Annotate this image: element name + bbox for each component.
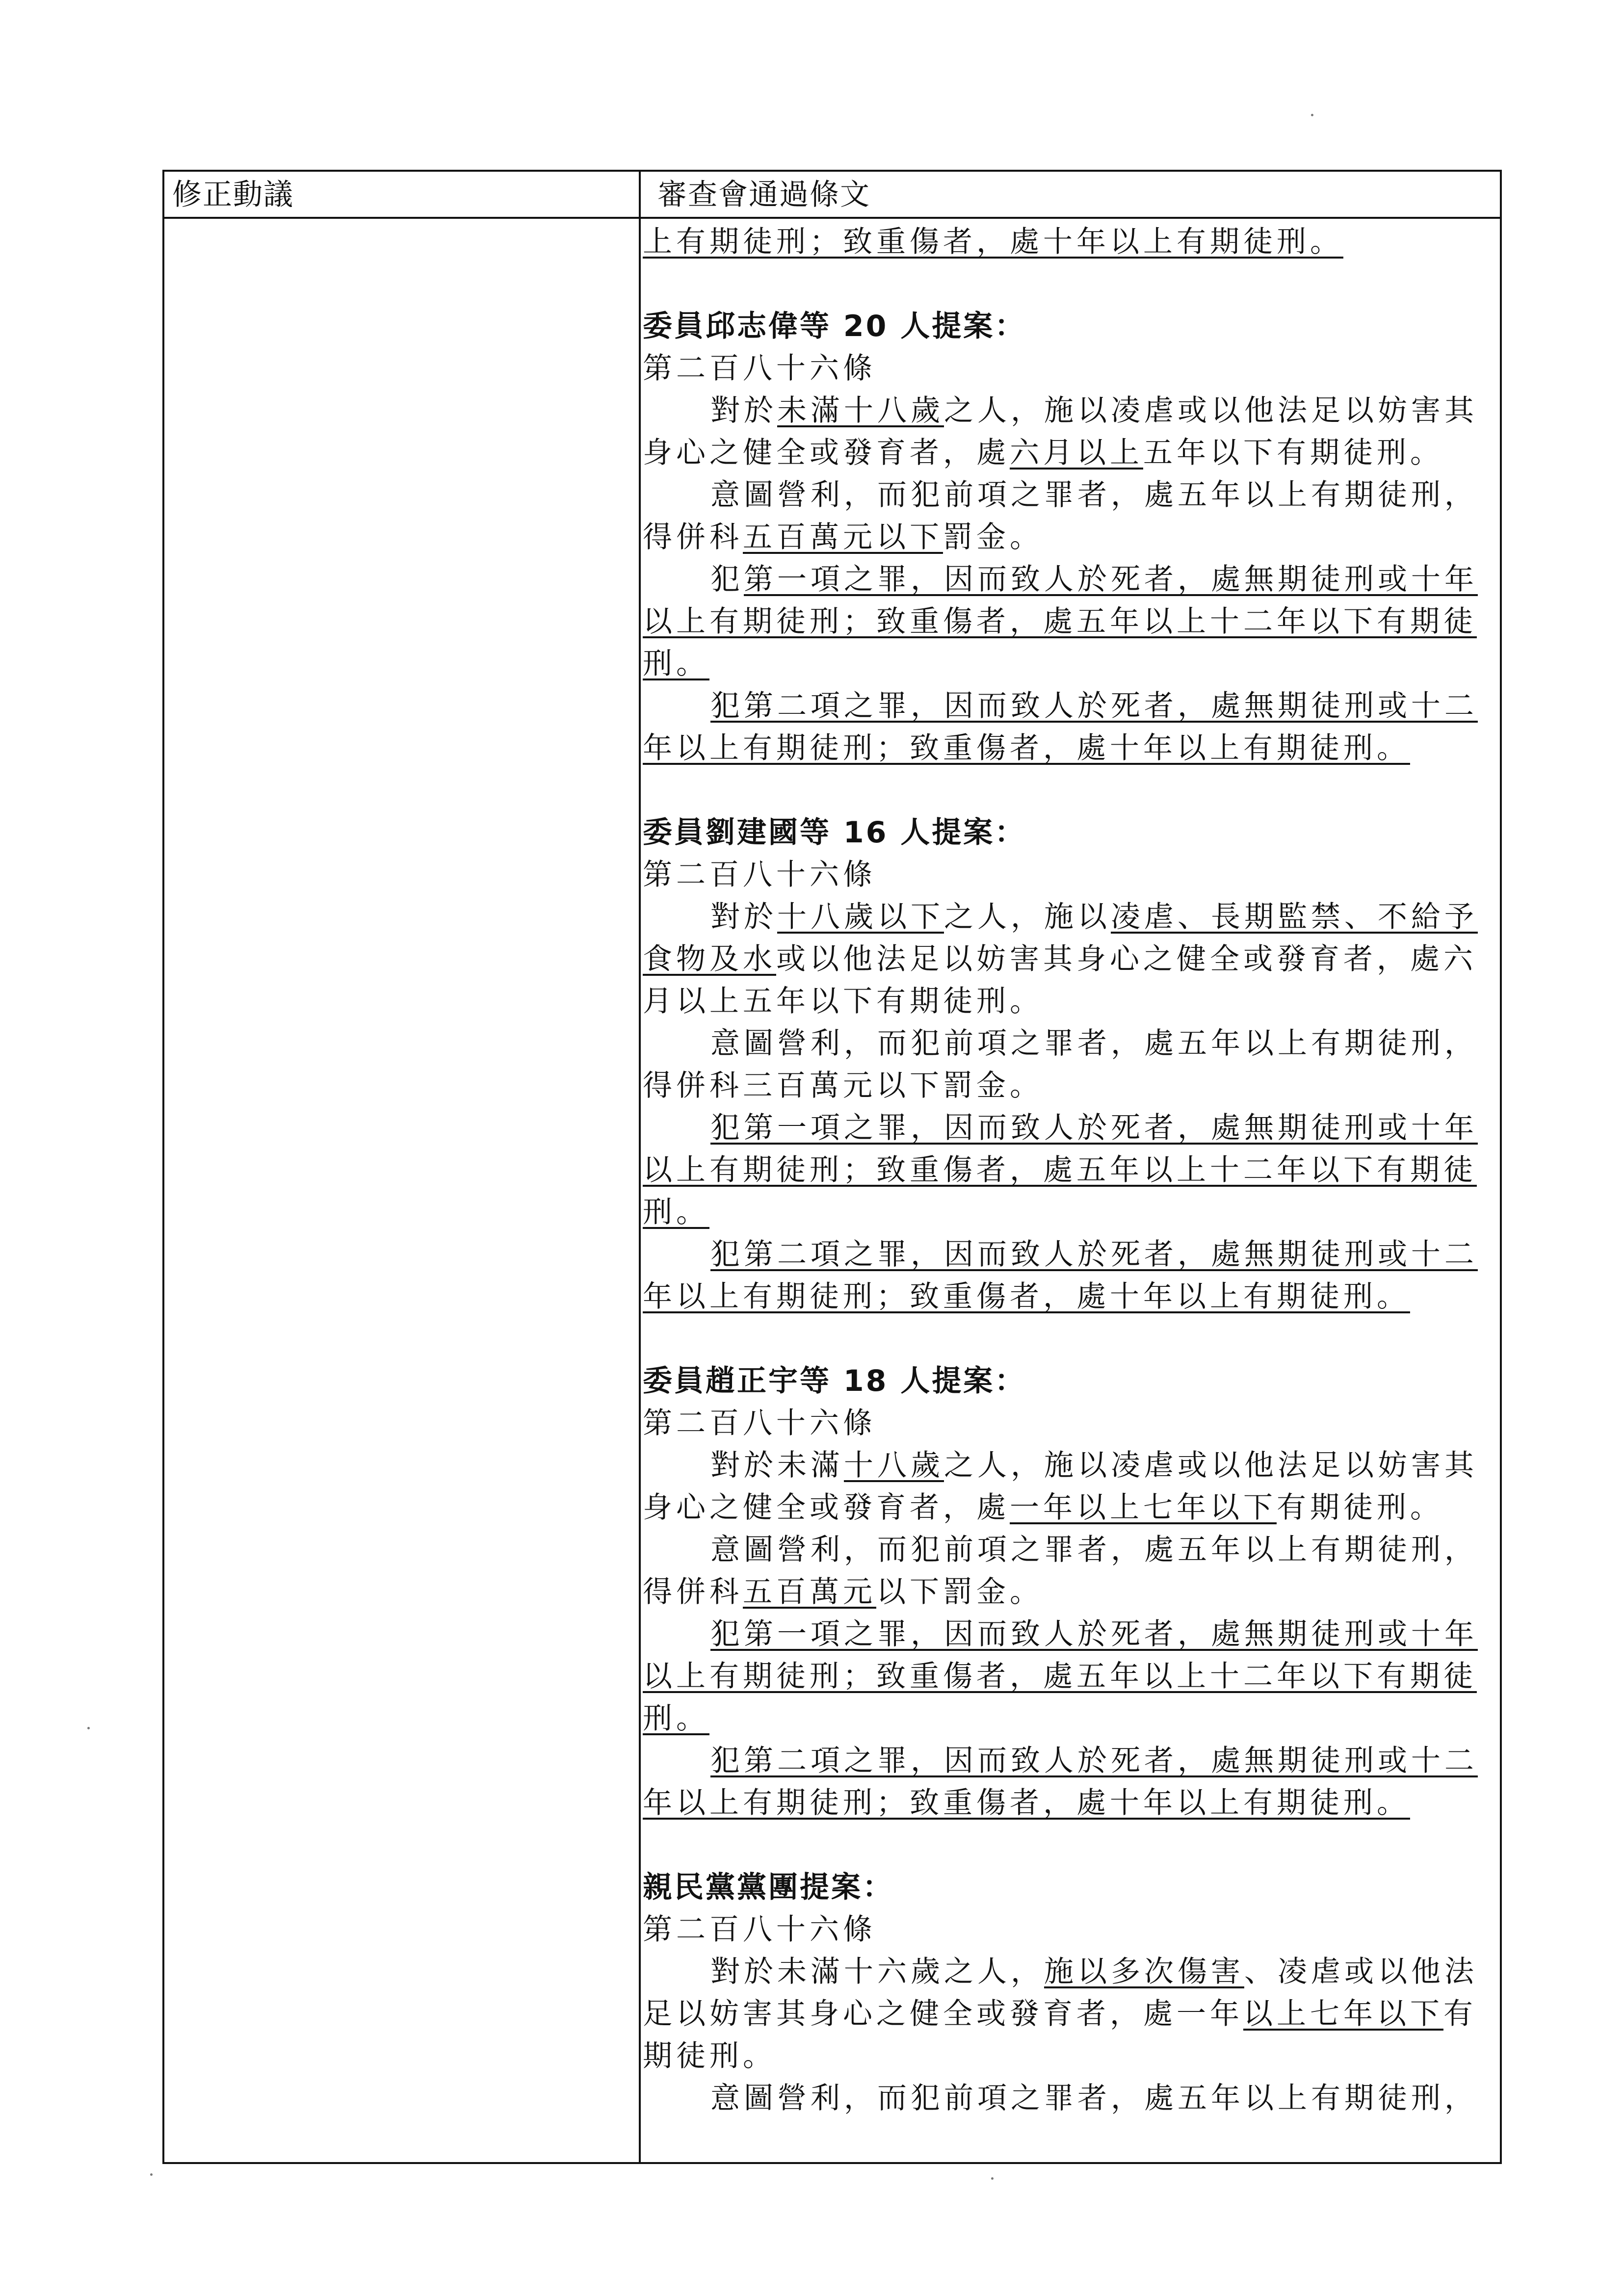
underlined-amendment-text: 刑。 [643,647,709,681]
text-segment: 第二百八十六條 [643,1406,876,1440]
text-line [643,896,1494,938]
underlined-amendment-text: 年以上有期徒刑；致重傷者，處十年以上有期徒刑。 [643,1279,1410,1314]
proposal-heading [643,811,1494,854]
text-line [643,558,1494,600]
underlined-amendment-text: 年以上有期徒刑；致重傷者，處十年以上有期徒刑。 [643,731,1410,765]
text-segment: 身心之健全或發育者，處 [643,436,1010,470]
text-line [643,1022,1494,1065]
text-line [643,1571,1494,1613]
underlined-amendment-text: 五百萬元 [743,1575,876,1609]
text-segment: 委員趙正宇等 18 人提案： [643,1364,1026,1398]
underlined-amendment-text: 上有期徒刑；致重傷者，處十年以上有期徒刑。 [643,225,1343,259]
text-line [643,1402,1494,1444]
underlined-amendment-text: 十八歲 [844,1448,944,1483]
text-segment: 以下罰金。 [876,1575,1043,1609]
text-line [643,221,1494,263]
underlined-amendment-text: 犯第二項之罪，因而致人於死者，處無期徒刑或十二 [710,1744,1478,1778]
text-segment: 有期徒刑。 [1277,1490,1443,1525]
underlined-amendment-text: 刑。 [643,1701,709,1736]
text-line [643,347,1494,390]
comparison-table [162,170,1502,2164]
text-line [643,1276,1494,1318]
text-line [643,854,1494,896]
underlined-amendment-text: 凌虐、長期監禁、不給予 [1111,900,1478,934]
text-segment: 意圖營利，而犯前項之罪者，處五年以上有期徒刑， [710,2081,1478,2115]
underlined-amendment-text: 食物及水 [643,942,776,976]
text-segment: 第二百八十六條 [643,858,876,892]
text-line [643,474,1494,516]
underlined-amendment-text: 以上有期徒刑；致重傷者，處五年以上十二年以下有期徒 [643,1659,1477,1694]
text-line [643,2077,1494,2119]
text-line [643,1951,1494,1993]
text-segment: 對於未滿十六歲之人， [710,1955,1044,1989]
text-line [643,1444,1494,1487]
text-segment: 、凌虐或以他法 [1244,1955,1478,1989]
underlined-amendment-text: 以上有期徒刑；致重傷者，處五年以上十二年以下有期徒 [643,1153,1477,1187]
text-line [643,516,1494,558]
text-line [643,938,1494,980]
text-segment: 五年以下有期徒刑。 [1143,436,1443,470]
text-line [643,1697,1494,1740]
text-segment: 之人，施以 [944,900,1111,934]
text-segment: 身心之健全或發育者，處 [643,1490,1010,1525]
underlined-amendment-text: 施以多次傷害 [1044,1955,1244,1989]
underlined-amendment-text: 刑。 [643,1195,709,1229]
text-segment: 意圖營利，而犯前項之罪者，處五年以上有期徒刑， [710,1026,1478,1061]
approved-text-column [643,221,1494,2119]
underlined-amendment-text: 六月以上 [1010,436,1143,470]
text-segment: 得併科三百萬元以下罰金。 [643,1069,1043,1103]
underlined-amendment-text: 犯第二項之罪，因而致人於死者，處無期徒刑或十二 [710,1237,1478,1272]
text-line [643,1065,1494,1107]
text-segment: 對於未滿 [710,1448,844,1483]
underlined-amendment-text: 一年以上七年以下 [1010,1490,1277,1525]
underlined-amendment-text: 犯第一項之罪，因而致人於死者，處無期徒刑或十年 [710,1617,1478,1651]
text-line [643,1233,1494,1276]
text-segment: 第二百八十六條 [643,351,876,386]
text-segment: 得併科 [643,520,743,554]
text-segment: 之人，施以凌虐或以他法足以妨害其 [944,1448,1478,1483]
scan-speck [87,1727,90,1729]
text-segment: 月以上五年以下有期徒刑。 [643,984,1043,1018]
text-line [643,1993,1494,2035]
paragraph-gap [643,263,1494,305]
proposal-heading [643,1866,1494,1908]
text-line [643,432,1494,474]
text-segment: 之人，施以凌虐或以他法足以妨害其 [944,393,1478,428]
underlined-amendment-text: 五百萬元以下 [743,520,943,554]
underlined-amendment-text: 以上有期徒刑；致重傷者，處五年以上十二年以下有期徒 [643,604,1477,639]
header-amendment-motion: 修正動議 [172,178,294,212]
underlined-amendment-text: 以上七年以下 [1243,1997,1443,2031]
text-line [643,1529,1494,1571]
underlined-amendment-text: 十八歲以下 [777,900,944,934]
text-line [643,1487,1494,1529]
text-segment: 意圖營利，而犯前項之罪者，處五年以上有期徒刑， [710,478,1478,512]
text-line [643,643,1494,685]
proposal-heading [643,1360,1494,1402]
text-line [643,2035,1494,2077]
underlined-amendment-text: 未滿十八歲 [777,393,944,428]
text-line [643,1782,1494,1824]
scan-speck [150,2173,153,2176]
text-line [643,727,1494,769]
text-line [643,1149,1494,1191]
underlined-amendment-text: 第一項之罪，因而致人於死者，處無期徒刑或十年 [744,562,1478,597]
proposal-heading [643,305,1494,347]
text-segment: 親民黨黨團提案： [643,1870,894,1905]
text-segment: 或以他法足以妨害其身心之健全或發育者，處六 [776,942,1477,976]
table-header-row [164,172,1500,219]
underlined-amendment-text: 犯第一項之罪，因而致人於死者，處無期徒刑或十年 [710,1111,1478,1145]
text-line [643,980,1494,1022]
text-line [643,1191,1494,1233]
underlined-amendment-text: 年以上有期徒刑；致重傷者，處十年以上有期徒刑。 [643,1786,1410,1820]
text-line [643,390,1494,432]
text-segment: 意圖營利，而犯前項之罪者，處五年以上有期徒刑， [710,1533,1478,1567]
scan-speck [991,2177,994,2180]
text-segment: 對於 [710,900,777,934]
text-line [643,1740,1494,1782]
text-line [643,685,1494,727]
paragraph-gap [643,1318,1494,1360]
text-line [643,1908,1494,1951]
text-segment: 犯 [710,562,744,597]
text-line [643,1613,1494,1655]
text-segment: 委員邱志偉等 20 人提案： [643,309,1026,343]
underlined-amendment-text: 犯第二項之罪，因而致人於死者，處無期徒刑或十二 [710,689,1478,723]
text-segment: 第二百八十六條 [643,1912,876,1947]
text-segment: 得併科 [643,1575,743,1609]
text-segment: 期徒刑。 [643,2039,776,2073]
text-segment: 有 [1443,1997,1477,2031]
scan-speck [1311,114,1313,116]
paragraph-gap [643,1824,1494,1866]
text-line [643,600,1494,643]
paragraph-gap [643,769,1494,811]
text-segment: 委員劉建國等 16 人提案： [643,815,1026,850]
text-segment: 罰金。 [943,520,1043,554]
column-divider [639,172,641,2162]
text-line [643,1655,1494,1697]
text-segment: 對於 [710,393,777,428]
text-segment: 足以妨害其身心之健全或發育者，處一年 [643,1997,1243,2031]
header-approved-text: 審查會通過條文 [657,178,870,212]
text-line [643,1107,1494,1149]
